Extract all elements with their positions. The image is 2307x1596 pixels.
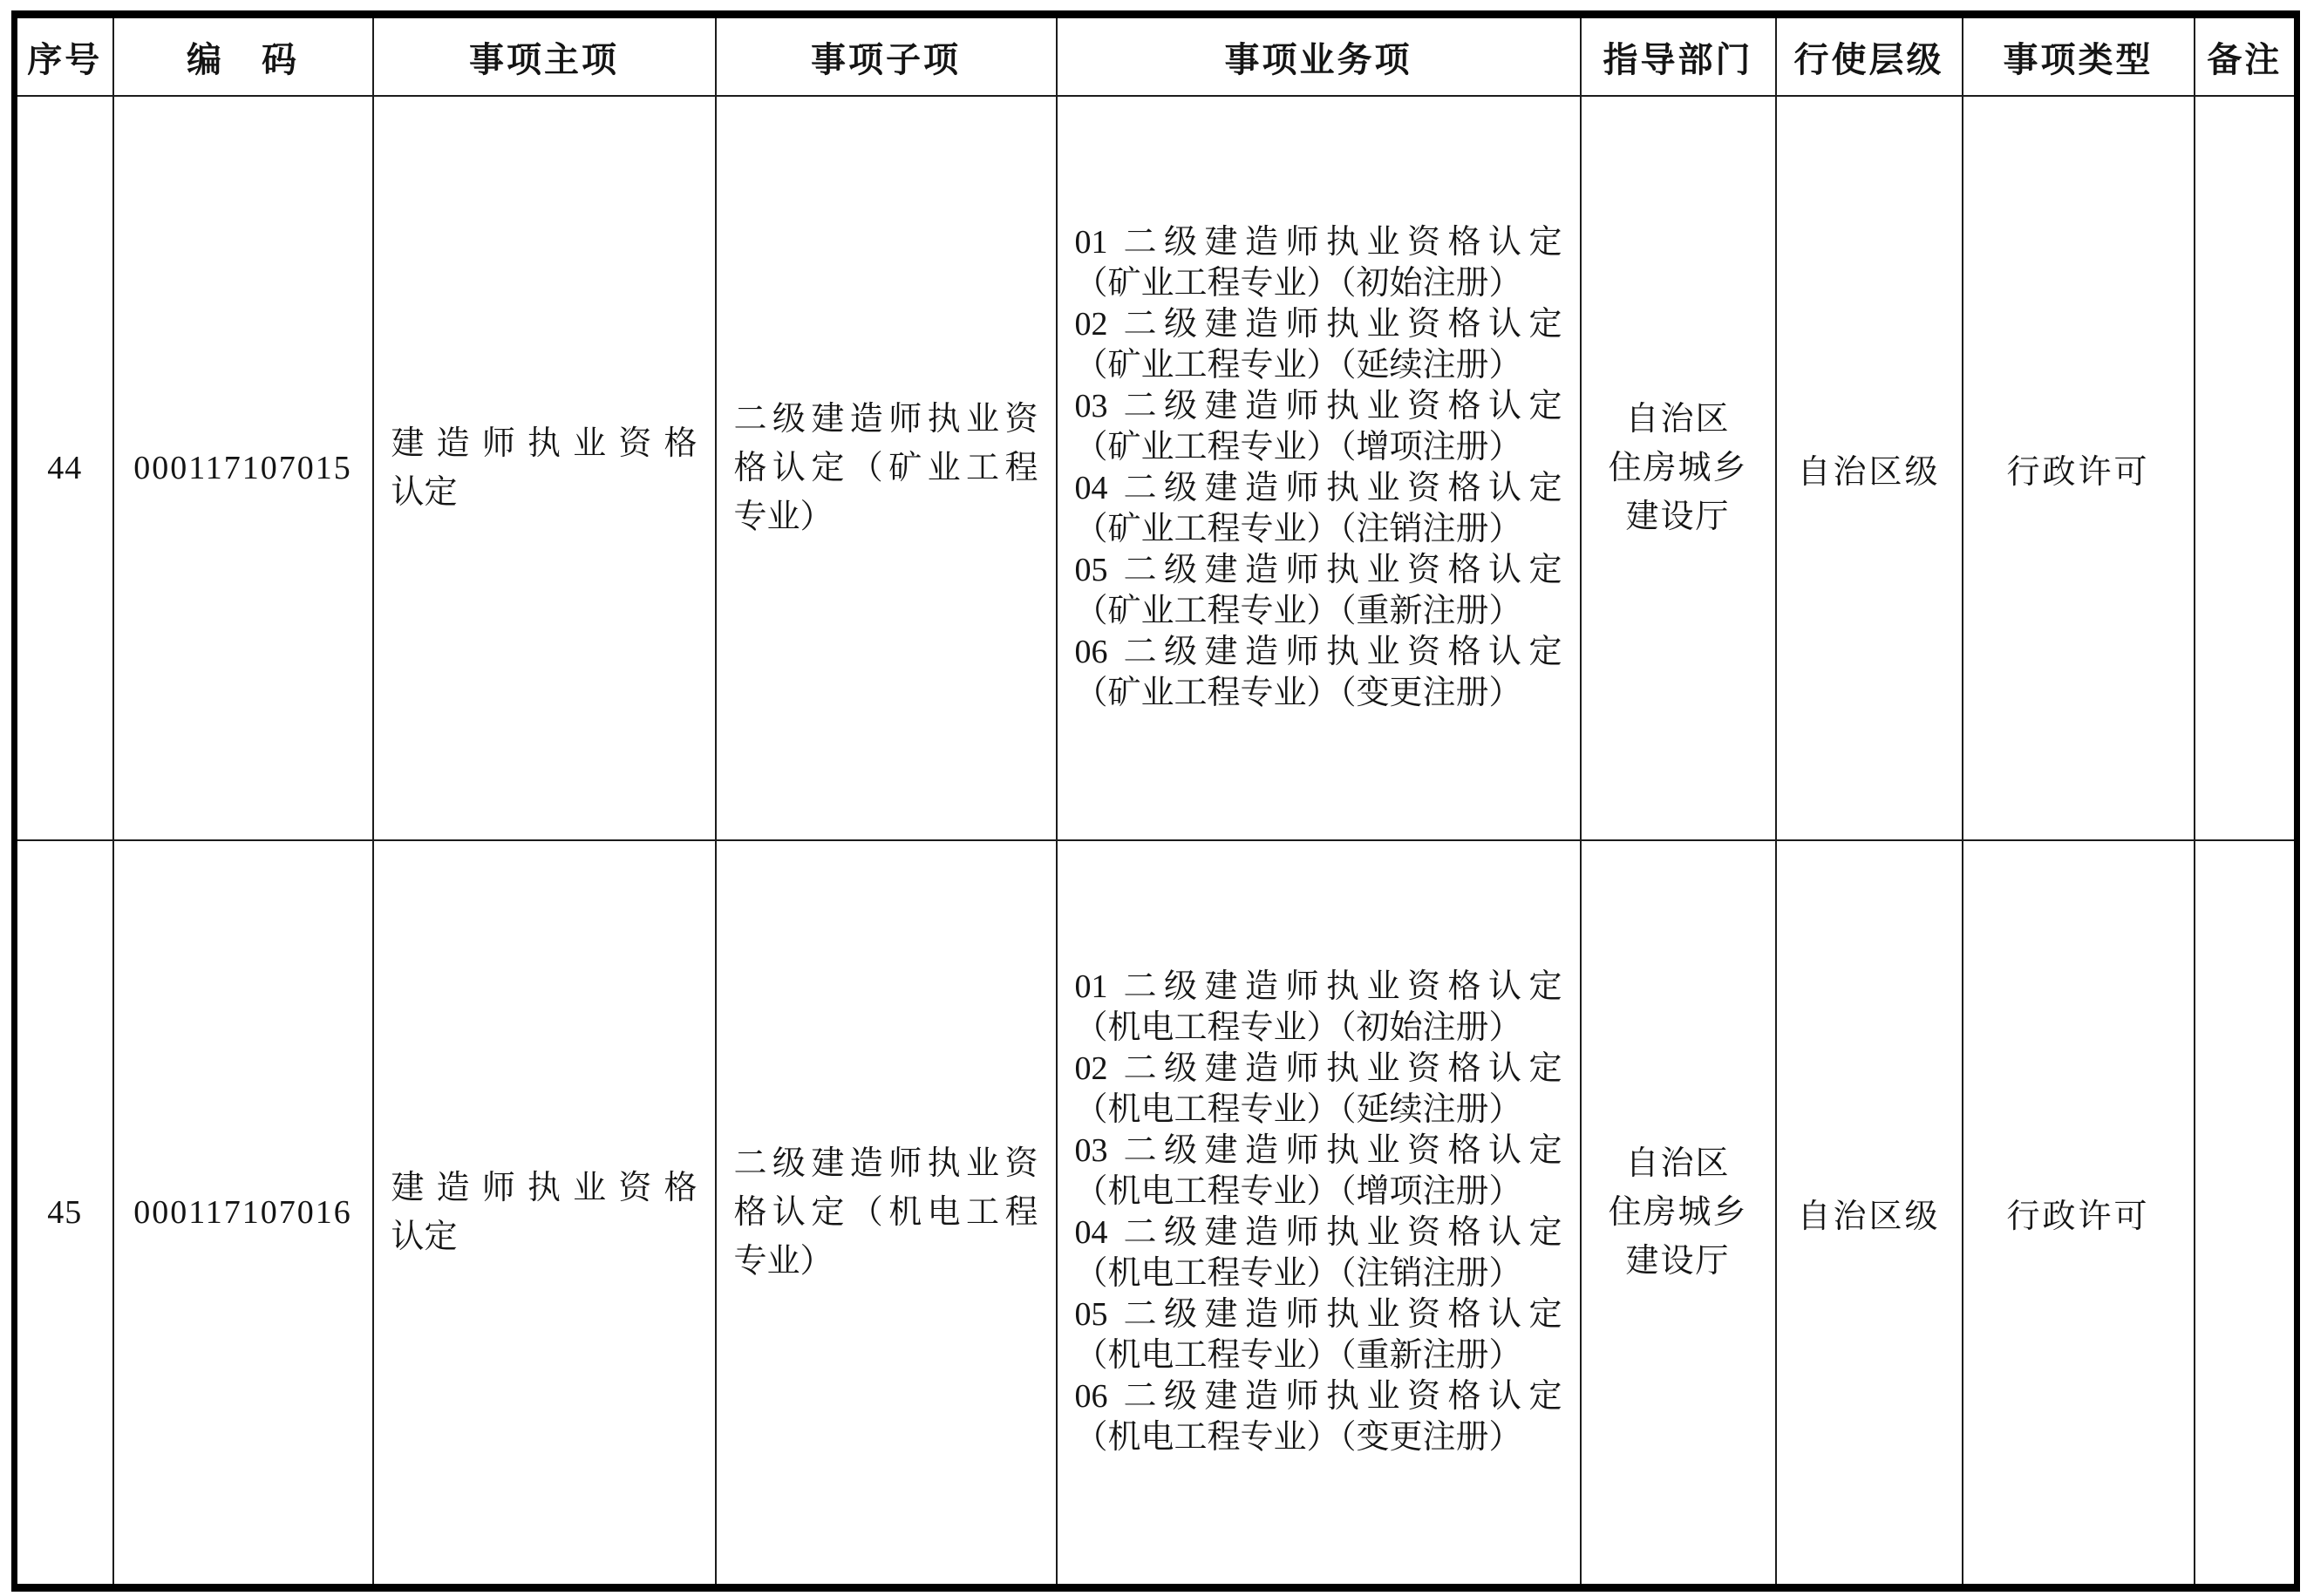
- sub-item-cell: [716, 840, 1057, 1588]
- code-cell: 000117107016: [113, 840, 373, 1588]
- business-item: [1075, 1294, 1562, 1376]
- level-cell: 自治区级: [1776, 96, 1963, 840]
- text-line: （机电工程专业）（初始注册）: [1074, 1009, 1522, 1046]
- business-item: [1075, 1049, 1562, 1131]
- text-line: 05 二级建造师执业资格认定: [1074, 552, 1562, 588]
- text-line: 01 二级建造师执业资格认定: [1074, 968, 1562, 1005]
- text-line: （机电工程专业）（延续注册）: [1074, 1091, 1522, 1128]
- header-remark: 备注: [2195, 15, 2297, 97]
- seq-cell: 44: [15, 96, 113, 840]
- type-cell: 行政许可: [1963, 840, 2195, 1588]
- department-cell: [1581, 840, 1776, 1588]
- text-line: 03 二级建造师执业资格认定: [1074, 1132, 1562, 1169]
- table-row-45: [15, 840, 2297, 1588]
- business-item: [1075, 632, 1562, 714]
- business-item: [1075, 1131, 1562, 1212]
- text-line: 01 二级建造师执业资格认定: [1074, 224, 1562, 261]
- business-item: [1075, 1212, 1562, 1294]
- header-seq: 序号: [15, 15, 113, 97]
- text-line: 03 二级建造师执业资格认定: [1074, 388, 1562, 424]
- text-line: 专业）: [733, 499, 834, 535]
- table-row-44: [15, 96, 2297, 840]
- text-line: 02 二级建造师执业资格认定: [1074, 306, 1562, 343]
- code-cell: 000117107015: [113, 96, 373, 840]
- text-line: 04 二级建造师执业资格认定: [1074, 470, 1562, 506]
- header-sub-item: 事项子项: [716, 15, 1057, 97]
- table-header-row: [15, 15, 2297, 97]
- main-item-cell: [373, 840, 716, 1588]
- text-line: （矿业工程专业）（增项注册）: [1074, 429, 1522, 465]
- text-line: 建设厅: [1625, 1243, 1731, 1280]
- text-line: 06 二级建造师执业资格认定: [1074, 1378, 1562, 1415]
- text-line: 自治区: [1625, 401, 1731, 438]
- text-line: （矿业工程专业）（延续注册）: [1074, 347, 1522, 384]
- header-level: 行使层级: [1776, 15, 1963, 97]
- text-line: 认定: [391, 1219, 458, 1255]
- text-line: 格认定（矿业工程: [733, 450, 1038, 486]
- business-item: [1075, 550, 1562, 632]
- text-line: 住房城乡: [1608, 1194, 1748, 1231]
- header-type: 事项类型: [1963, 15, 2195, 97]
- text-line: 04 二级建造师执业资格认定: [1074, 1214, 1562, 1251]
- header-department: 指导部门: [1581, 15, 1776, 97]
- text-line: 格认定（机电工程: [733, 1194, 1038, 1231]
- text-line: 建设厅: [1625, 499, 1731, 535]
- header-main-item: 事项主项: [373, 15, 716, 97]
- text-line: 05 二级建造师执业资格认定: [1074, 1296, 1562, 1333]
- text-line: 二级建造师执业资: [733, 401, 1038, 438]
- header-code: 编 码: [113, 15, 373, 97]
- business-item: [1075, 468, 1562, 550]
- text-line: 认定: [391, 474, 458, 511]
- text-line: 建造师执业资格: [391, 1170, 698, 1206]
- text-line: （矿业工程专业）（重新注册）: [1074, 593, 1522, 629]
- text-line: （机电工程专业）（增项注册）: [1074, 1173, 1522, 1210]
- remark-cell: [2195, 840, 2297, 1588]
- text-line: 自治区: [1625, 1145, 1731, 1182]
- business-item: [1075, 304, 1562, 386]
- text-line: 建造师执业资格: [391, 425, 698, 462]
- text-line: 06 二级建造师执业资格认定: [1074, 634, 1562, 670]
- remark-cell: [2195, 96, 2297, 840]
- type-cell: 行政许可: [1963, 96, 2195, 840]
- text-line: （机电工程专业）（重新注册）: [1074, 1337, 1522, 1374]
- business-item: [1075, 1376, 1562, 1458]
- text-line: 住房城乡: [1608, 450, 1748, 486]
- text-line: 二级建造师执业资: [733, 1145, 1038, 1182]
- business-item: [1075, 967, 1562, 1049]
- sub-item-cell: [716, 96, 1057, 840]
- text-line: （机电工程专业）（注销注册）: [1074, 1255, 1522, 1292]
- header-business-item: 事项业务项: [1057, 15, 1581, 97]
- text-line: （机电工程专业）（变更注册）: [1074, 1419, 1522, 1456]
- text-line: （矿业工程专业）（初始注册）: [1074, 265, 1522, 302]
- business-item: [1075, 222, 1562, 304]
- business-items-cell: [1057, 96, 1581, 840]
- text-line: （矿业工程专业）（变更注册）: [1074, 675, 1522, 711]
- main-item-cell: [373, 96, 716, 840]
- text-line: （矿业工程专业）（注销注册）: [1074, 511, 1522, 547]
- department-cell: [1581, 96, 1776, 840]
- text-line: 02 二级建造师执业资格认定: [1074, 1050, 1562, 1087]
- seq-cell: 45: [15, 840, 113, 1588]
- business-item: [1075, 386, 1562, 468]
- business-items-cell: [1057, 840, 1581, 1588]
- level-cell: 自治区级: [1776, 840, 1963, 1588]
- text-line: 专业）: [733, 1243, 834, 1280]
- admin-items-table: [11, 10, 2300, 1592]
